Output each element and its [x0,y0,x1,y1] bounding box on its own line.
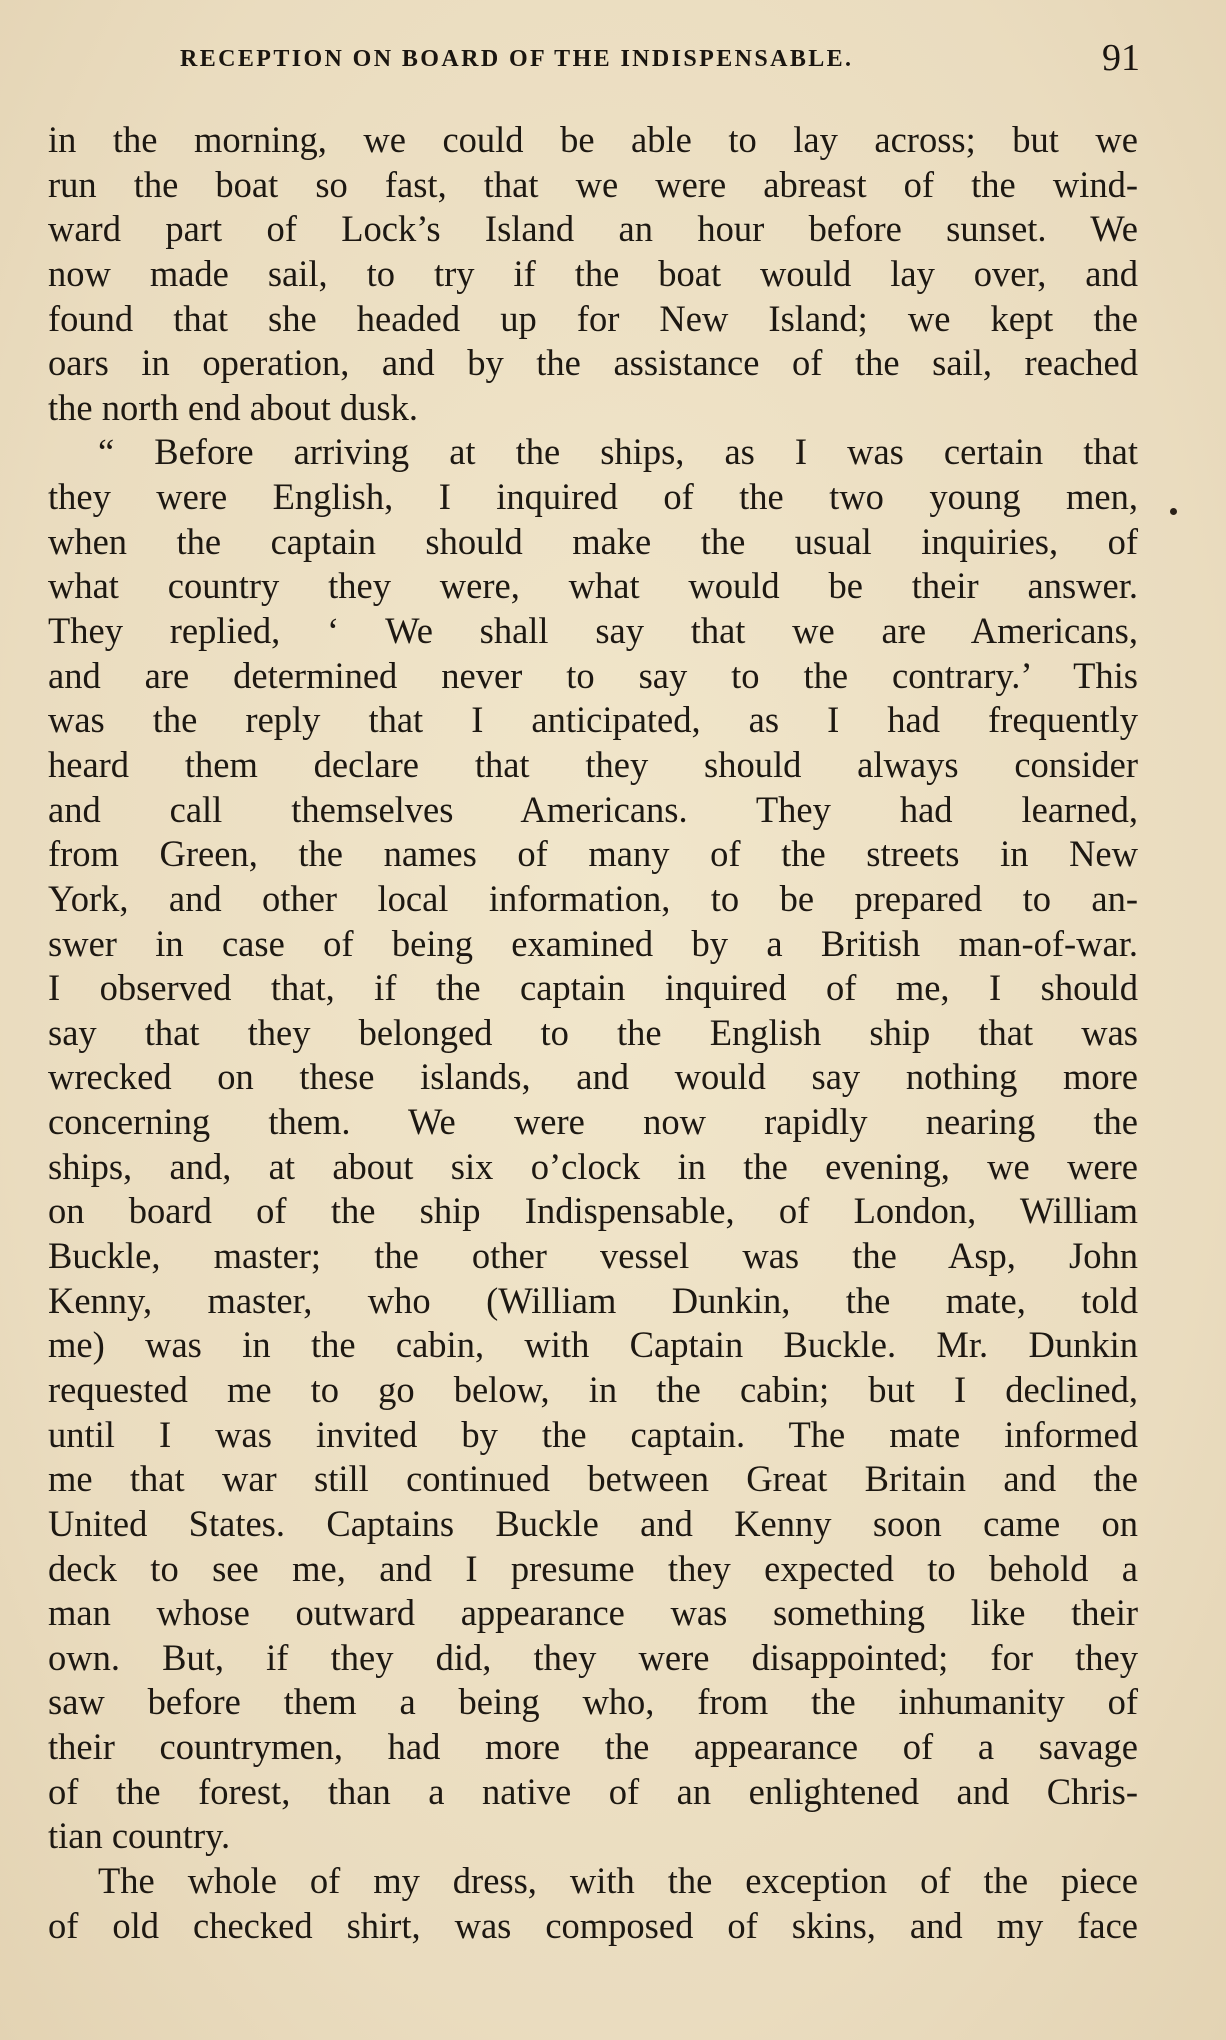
text-line: They replied, ‘ We shall say that we are Americans, [48,610,1138,652]
text-line: own. But, if they did, they were disappointed; for they [48,1636,1138,1678]
text-line: “ Before arriving at the ships, as I was certain that [98,431,1138,473]
text-line: of old checked shirt, was composed of skins, and my face [48,1904,1138,1946]
text-line: me) was in the cabin, with Captain Buckle. Mr. Dunkin [48,1324,1138,1366]
text-line: Kenny, master, who (William Dunkin, the mate, told [48,1279,1138,1321]
text-line: and call themselves Americans. They had learned, [48,788,1138,830]
text-line: run the boat so fast, that we were abreast of the wind- [48,163,1138,205]
text-line: me that war still continued between Great Britain and the [48,1458,1138,1500]
text-line: Buckle, master; the other vessel was the Asp, John [48,1235,1138,1277]
text-line: concerning them. We were now rapidly nearing the [48,1101,1138,1143]
text-line: when the captain should make the usual inquiries, of [48,520,1138,562]
text-line: heard them declare that they should always consider [48,743,1138,785]
text-line: swer in case of being examined by a British man-of-war. [48,922,1138,964]
page-number: 91 [1102,37,1140,79]
text-line: what country they were, what would be their answer. [48,565,1138,607]
text-line: of the forest, than a native of an enlightened and Chris- [48,1770,1138,1812]
text-line: requested me to go below, in the cabin; but I declined, [48,1368,1138,1410]
page-header [168,36,1148,86]
text-line: found that she headed up for New Island; we kept the [48,297,1138,339]
ink-blemish [1170,508,1177,515]
body-text [48,118,1138,1948]
text-line: and are determined never to say to the contrary.’ This [48,654,1138,696]
text-line: York, and other local information, to be prepared to an- [48,877,1138,919]
text-line: the north end about dusk. [48,386,419,428]
text-line: United States. Captains Buckle and Kenny soon came on [48,1502,1138,1544]
text-line: now made sail, to try if the boat would lay over, and [48,252,1138,294]
text-line: was the reply that I anticipated, as I had frequently [48,699,1138,741]
text-line: oars in operation, and by the assistance of the sail, reached [48,342,1138,384]
text-line: The whole of my dress, with the exception of the piece [98,1859,1138,1901]
text-line: ships, and, at about six o’clock in the evening, we were [48,1145,1138,1187]
text-line: ward part of Lock’s Island an hour before sunset. We [48,208,1138,250]
text-line: I observed that, if the captain inquired of me, I should [48,967,1138,1009]
text-line: man whose outward appearance was something like their [48,1592,1138,1634]
running-head: RECEPTION ON BOARD OF THE INDISPENSABLE. [180,46,854,72]
text-line: deck to see me, and I presume they expected to behold a [48,1547,1138,1589]
text-line: from Green, the names of many of the streets in New [48,833,1138,875]
text-line: they were English, I inquired of the two young men, [48,476,1138,518]
text-line: until I was invited by the captain. The mate informed [48,1413,1138,1455]
text-line: saw before them a being who, from the inhumanity of [48,1681,1138,1723]
text-line: wrecked on these islands, and would say nothing more [48,1056,1138,1098]
text-line: tian country. [48,1815,231,1857]
text-line: on board of the ship Indispensable, of London, William [48,1190,1138,1232]
text-line: in the morning, we could be able to lay across; but we [48,119,1138,160]
text-line: say that they belonged to the English ship that was [48,1011,1138,1053]
text-line: their countrymen, had more the appearance of a savage [48,1726,1138,1768]
